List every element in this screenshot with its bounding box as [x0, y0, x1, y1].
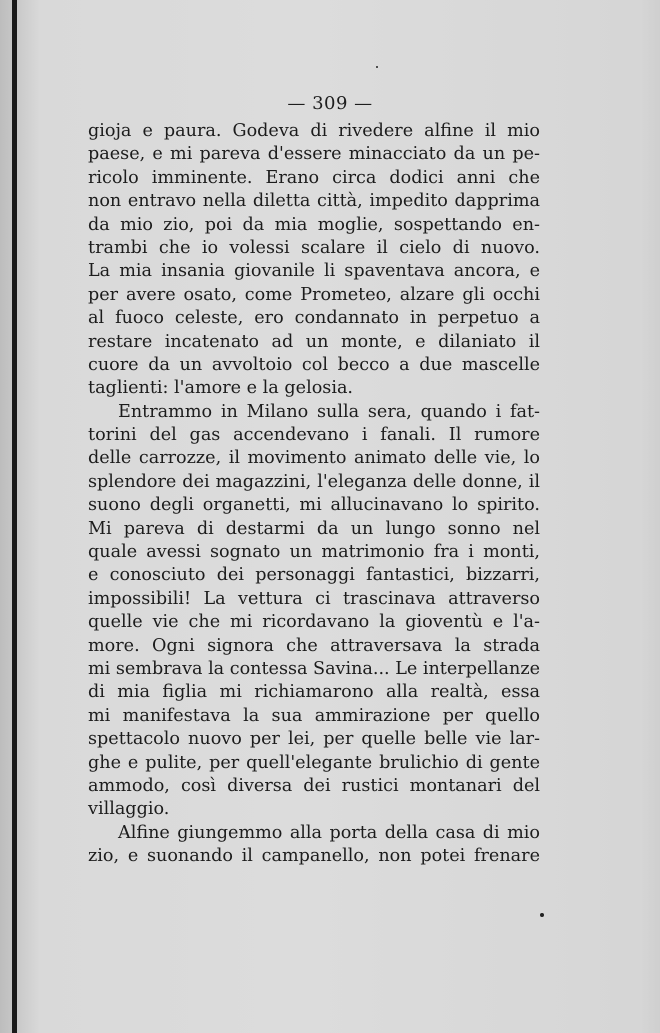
- text-line: impossibili! La vettura ci trascinava attraverso: [88, 588, 540, 609]
- text-line: Alfine giungemmo alla porta della casa di mio: [118, 822, 540, 843]
- text-line: more. Ogni signora che attraversava la strada: [88, 635, 540, 656]
- text-line: mi manifestava la sua ammirazione per quello: [88, 705, 540, 726]
- text-line: mi sembrava la contessa Savina... Le interpellanze: [88, 658, 540, 679]
- text-line: ricolo imminente. Erano circa dodici anni che: [88, 167, 540, 188]
- text-line: villaggio.: [88, 799, 170, 820]
- text-line: torini del gas accendevano i fanali. Il rumore: [88, 425, 540, 446]
- text-line: di mia figlia mi richiamarono alla realtà, essa: [88, 682, 540, 703]
- text-line: e conosciuto dei personaggi fantastici, bizzarri,: [88, 565, 540, 586]
- text-line: da mio zio, poi da mia moglie, sospettando en-: [88, 214, 540, 235]
- page-number: — 309 —: [287, 93, 373, 114]
- text-line: trambi che io volessi scalare il cielo di nuovo.: [88, 237, 540, 258]
- text-line: spettacolo nuovo per lei, per quelle belle vie lar-: [88, 729, 540, 750]
- text-line: La mia insania giovanile li spaventava ancora, e: [88, 261, 540, 282]
- text-line: taglienti: l'amore e la gelosia.: [88, 378, 354, 399]
- text-line: gioja e paura. Godeva di rivedere alfine il mio: [88, 121, 540, 141]
- text-line: restare incatenato ad un monte, e dilaniato il: [88, 331, 540, 352]
- body-text: [88, 120, 540, 869]
- text-line: Entrammo in Milano sulla sera, quando i fat-: [118, 401, 540, 422]
- text-line: ghe e pulite, per quell'elegante brulichio di gente: [88, 752, 540, 773]
- text-line: paese, e mi pareva d'essere minacciato da un pe-: [88, 144, 540, 165]
- text-line: Mi pareva di destarmi da un lungo sonno nel: [88, 518, 540, 539]
- text-line: quelle vie che mi ricordavano la gioventù e l'a-: [88, 612, 540, 633]
- ink-speck: [376, 66, 378, 68]
- text-line: suono degli organetti, mi allucinavano lo spirito.: [88, 495, 540, 516]
- text-line: per avere osato, come Prometeo, alzare gli occhi: [88, 284, 540, 305]
- text-line: zio, e suonando il campanello, non potei frenare: [88, 846, 540, 867]
- text-line: cuore da un avvoltoio col becco a due mascelle: [88, 354, 540, 375]
- page-spine-edge: [12, 0, 17, 1033]
- text-line: quale avessi sognato un matrimonio fra i monti,: [88, 542, 540, 563]
- text-line: al fuoco celeste, ero condannato in perpetuo a: [88, 308, 540, 329]
- text-line: non entravo nella diletta città, impedito dapprima: [88, 191, 540, 212]
- text-line: ammodo, così diversa dei rustici montanari del: [88, 775, 540, 796]
- ink-speck: [540, 913, 544, 917]
- text-line: splendore dei magazzini, l'eleganza delle donne, il: [88, 471, 540, 492]
- text-line: delle carrozze, il movimento animato delle vie, lo: [88, 448, 540, 469]
